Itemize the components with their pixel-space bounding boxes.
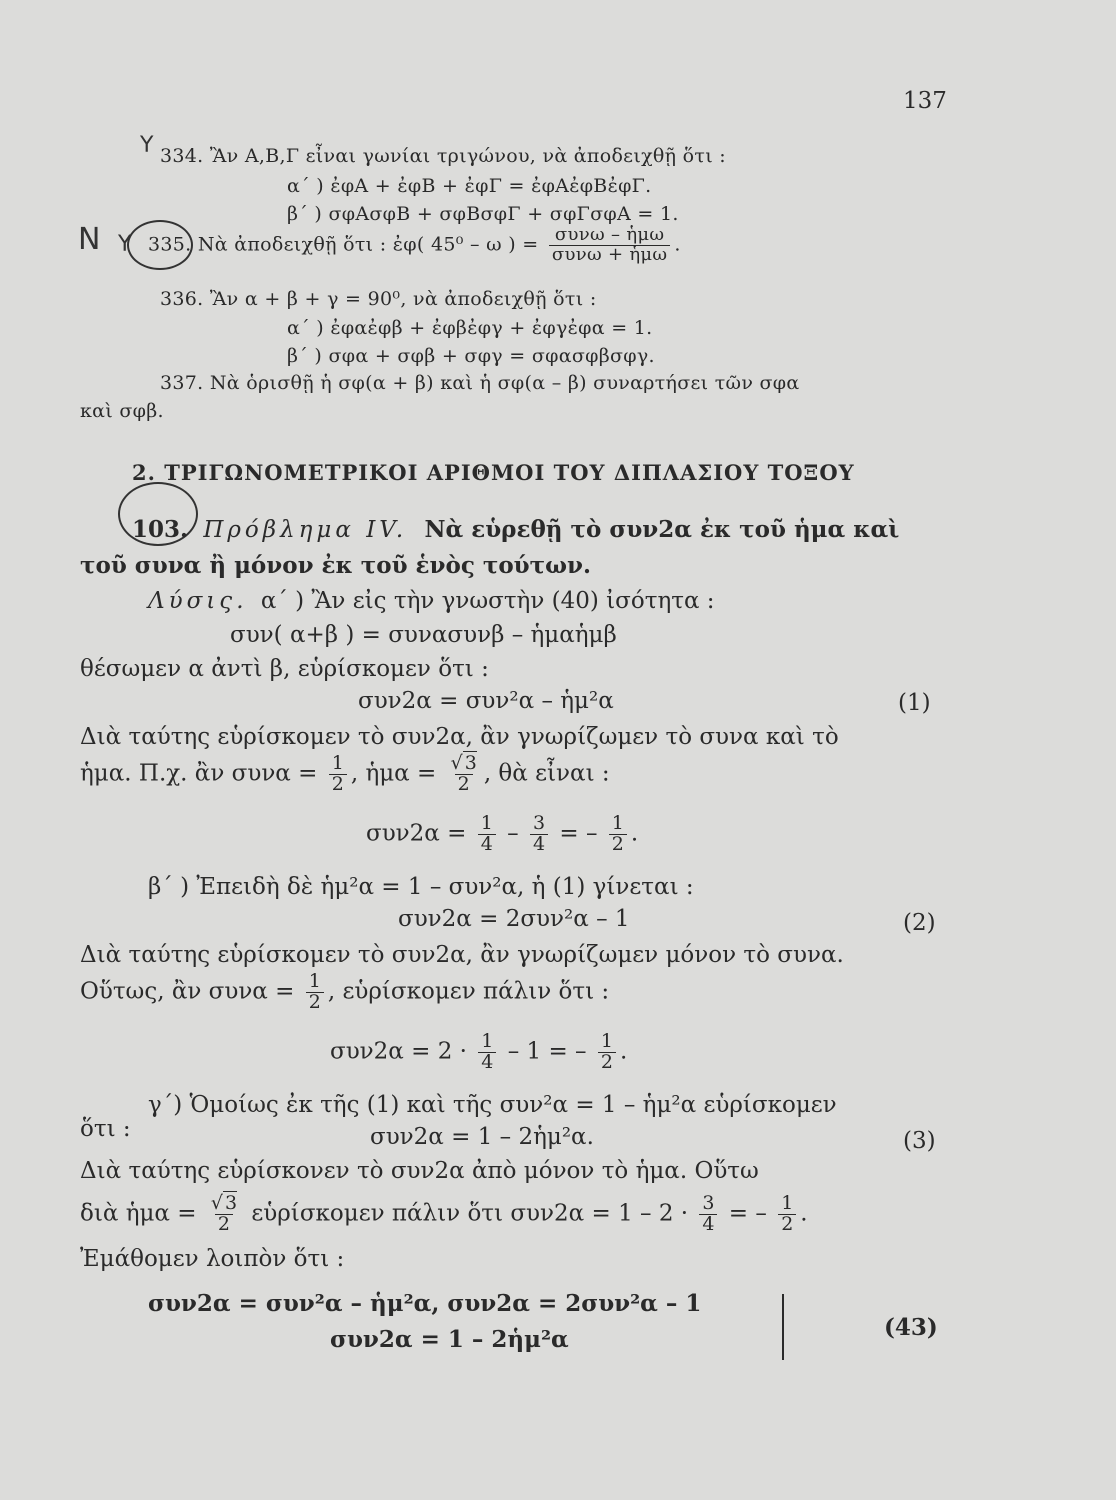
exercise-number: 337.: [160, 372, 204, 394]
exercise-text: Νὰ ὁρισθῇ ἡ σφ(α + β) καὶ ἡ σφ(α – β) συναρτήσει τῶν σφα: [209, 372, 800, 394]
solution-intro: Λύσις. α΄ ) Ἂν εἰς τὴν γνωστὴν (40) ἰσότητα :: [148, 588, 715, 614]
exercise-number: 334.: [160, 145, 204, 167]
text-line: θέσωμεν α ἀντὶ β, εὑρίσκομεν ὅτι :: [80, 656, 489, 682]
exercise-337-line2: καὶ σφβ.: [80, 400, 164, 422]
exercise-336-part-a: α΄ ) ἐφαἐφβ + ἐφβἐφγ + ἐφγἐφα = 1.: [287, 317, 653, 339]
example-1-result: συν2α = $\frac{1}{4}$ – $\frac{3}{4}$ = – $\frac{1}{2}$ .: [366, 812, 639, 855]
exercise-text: Ἂν Α,Β,Γ εἶναι γωνίαι τριγώνου, νὰ ἀποδειχθῇ ὅτι :: [209, 145, 726, 167]
equation-3: συν2α = 1 – 2ἡμ²α.: [370, 1124, 594, 1150]
section-title: 2. ΤΡΙΓΩΝΟΜΕΤΡΙΚΟΙ ΑΡΙΘΜΟΙ ΤΟΥ ΔΙΠΛΑΣΙΟΥ ΤΟΞΟΥ: [132, 460, 855, 485]
text-line: Διὰ ταύτης εὑρίσκομεν τὸ συν2α, ἂν γνωρίζωμεν τὸ συνα καὶ τὸ: [80, 724, 839, 750]
fraction: $\frac{√ 3}{2}$: [210, 1192, 238, 1235]
fraction: $\frac{3}{4}$: [699, 1194, 717, 1235]
fraction: $\frac{1}{2}$: [778, 1194, 796, 1235]
sum-formula: συν( α+β ) = συνασυνβ – ἡμαἡμβ: [230, 622, 617, 648]
fraction: $\frac{1}{2}$: [609, 814, 627, 855]
example-line: διὰ ἡμα = $\frac{√ 3}{2}$ εὑρίσκομεν πάλιν ὅτι συν2α = 1 – 2 · $\frac{3}{4}$ = – $\frac{1}{2}$ .: [80, 1192, 808, 1235]
fraction: $\frac{\text{συνω – ἡμω}}{\text{συνω + ἡμω}}$: [549, 226, 671, 265]
text-line: γ΄) Ὁμοίως ἐκ τῆς (1) καὶ τῆς συν²α = 1 – ἡμ²α εὑρίσκομεν: [148, 1092, 837, 1118]
problem-statement-line2: τοῦ συνα ἢ μόνον ἐκ τοῦ ἑνὸς τούτων.: [80, 552, 591, 579]
text-line: Διὰ ταύτης εὑρίσκονεν τὸ συν2α ἀπὸ μόνον τὸ ἡμα. Οὕτω: [80, 1158, 759, 1184]
summary-line-1: συν2α = συν²α – ἡμ²α, συν2α = 2συν²α – 1: [148, 1290, 702, 1317]
text-line: Διὰ ταύτης εὑρίσκομεν τὸ συν2α, ἂν γνωρίζωμεν μόνον τὸ συνα.: [80, 942, 844, 968]
exercise-334-part-a: α΄ ) ἐφΑ + ἐφΒ + ἐφΓ = ἐφΑἐφΒἐφΓ.: [287, 175, 652, 197]
equation-number-1: (1): [898, 690, 931, 716]
exercise-334: [160, 145, 726, 167]
example-line: ἡμα. Π.χ. ἂν συνα = $\frac{1}{2}$ , ἡμα = $\frac{√ 3}{2}$ , θὰ εἶναι :: [80, 752, 610, 795]
problem-number: 103.: [132, 516, 189, 543]
page-number: 137: [903, 88, 947, 114]
problem-statement: Νὰ εὑρεθῇ τὸ συν2α ἐκ τοῦ ἡμα καὶ: [424, 516, 900, 543]
exercise-337: [160, 372, 800, 394]
fraction: $\frac{1}{4}$: [478, 1032, 496, 1073]
text-line: β΄ ) Ἐπειδὴ δὲ ἡμ²α = 1 – συν²α, ἡ (1) γίνεται :: [148, 874, 694, 900]
equation-number-43: (43): [884, 1314, 938, 1341]
fraction: $\frac{3}{4}$: [530, 814, 548, 855]
example-line: Οὕτως, ἂν συνα = $\frac{1}{2}$ , εὑρίσκομεν πάλιν ὅτι :: [80, 970, 610, 1013]
exercise-335: 335. Νὰ ἀποδειχθῇ ὅτι : ἐφ( 45⁰ – ω ) = $\frac{\text{συνω – ἡμω}}{\text{συνω + ἡμω}}$ .: [148, 224, 681, 265]
solution-label: Λύσις.: [148, 588, 248, 614]
text-line: ὅτι :: [80, 1116, 131, 1142]
exercise-336-part-b: β΄ ) σφα + σφβ + σφγ = σφασφβσφγ.: [287, 345, 655, 367]
margin-mark-335-a: Ν: [78, 222, 101, 257]
fraction: $\frac{1}{2}$: [306, 972, 324, 1013]
equation-2: συν2α = 2συν²α – 1: [398, 906, 630, 932]
exercise-number: 336.: [160, 288, 204, 310]
example-2-result: συν2α = 2 · $\frac{1}{4}$ – 1 = – $\frac{1}{2}$ .: [330, 1030, 628, 1073]
equation-number-3: (3): [903, 1128, 936, 1154]
margin-mark-334: Υ: [140, 133, 154, 158]
exercise-number: 335.: [148, 233, 192, 256]
exercise-text: Νὰ ἀποδειχθῇ ὅτι : ἐφ( 45⁰ – ω ) =: [197, 233, 539, 256]
fraction: $\frac{1}{2}$: [329, 754, 347, 795]
equation-number-2: (2): [903, 910, 936, 936]
exercise-text: Ἂν α + β + γ = 90⁰, νὰ ἀποδειχθῇ ὅτι :: [209, 288, 597, 310]
equation-1: συν2α = συν²α – ἡμ²α: [358, 688, 614, 714]
problem-label: Πρόβλημα IV.: [203, 517, 408, 543]
fraction: $\frac{1}{4}$: [478, 814, 496, 855]
problem-header: [132, 516, 899, 543]
fraction: $\frac{1}{2}$: [598, 1032, 616, 1073]
fraction: $\frac{√ 3}{2}$: [450, 752, 477, 795]
summary-line-2: συν2α = 1 – 2ἡμ²α: [330, 1326, 569, 1353]
text-line: Ἐμάθομεν λοιπὸν ὅτι :: [80, 1246, 345, 1272]
margin-mark-335-b: Υ: [118, 232, 132, 257]
exercise-334-part-b: β΄ ) σφΑσφΒ + σφΒσφΓ + σφΓσφΑ = 1.: [287, 203, 679, 225]
exercise-336: [160, 288, 597, 310]
brace: [782, 1294, 784, 1360]
